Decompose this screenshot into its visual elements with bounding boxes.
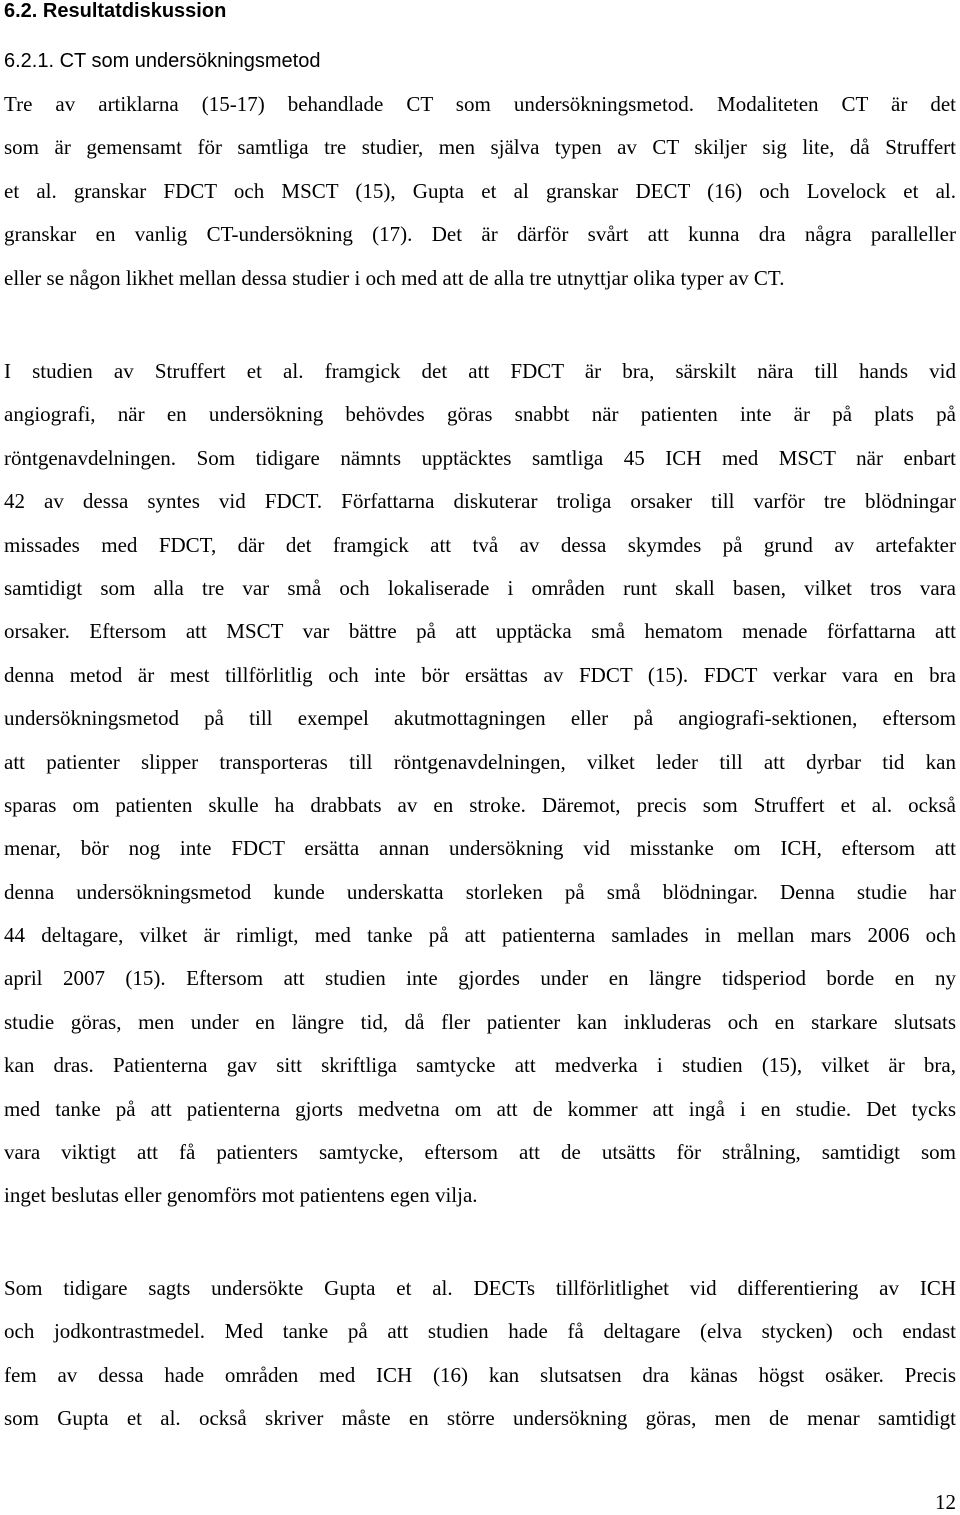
text-line: med tanke på att patienterna gjorts medvetna om att de kommer att ingå i en studie. Det tycks bbox=[4, 1096, 956, 1121]
paragraph-2 bbox=[4, 350, 956, 1218]
paragraph-3 bbox=[4, 1267, 956, 1441]
text-line: orsaker. Eftersom att MSCT var bättre på att upptäcka små hematom menade författarna att bbox=[4, 619, 956, 644]
text-line: och jodkontrastmedel. Med tanke på att studien hade få deltagare (elva stycken) och endast bbox=[4, 1319, 956, 1344]
text-line: inget beslutas eller genomförs mot patientens egen vilja. bbox=[4, 1183, 478, 1208]
text-line: eller se någon likhet mellan dessa studier i och med att de alla tre utnyttjar olika typer av CT. bbox=[4, 265, 785, 290]
text-line: 42 av dessa syntes vid FDCT. Författarna diskuterar troliga orsaker till varför tre blödningar bbox=[4, 489, 956, 514]
text-line: som är gemensamt för samtliga tre studier, men själva typen av CT skiljer sig lite, då Struffert bbox=[4, 135, 956, 160]
paragraph-1 bbox=[4, 83, 956, 300]
text-line: granskar en vanlig CT-undersökning (17). Det är därför svårt att kunna dra några paralleller bbox=[4, 222, 956, 247]
text-line: undersökningsmetod på till exempel akutmottagningen eller på angiografi-sektionen, eftersom bbox=[4, 706, 956, 731]
text-line: et al. granskar FDCT och MSCT (15), Gupta et al granskar DECT (16) och Lovelock et al. bbox=[4, 178, 956, 203]
text-line: sparas om patienten skulle ha drabbats av en stroke. Däremot, precis som Struffert et al. också bbox=[4, 792, 956, 817]
text-line: röntgenavdelningen. Som tidigare nämnts upptäcktes samtliga 45 ICH med MSCT när enbart bbox=[4, 445, 956, 470]
page-number: 12 bbox=[935, 1490, 956, 1514]
text-line: angiografi, när en undersökning behövdes göras snabbt när patienten inte är på plats på bbox=[4, 402, 956, 427]
text-line: missades med FDCT, där det framgick att två av dessa skymdes på grund av artefakter bbox=[4, 532, 956, 557]
text-line: denna undersökningsmetod kunde underskatta storleken på små blödningar. Denna studie har bbox=[4, 879, 956, 904]
text-line: kan dras. Patienterna gav sitt skriftliga samtycke att medverka i studien (15), vilket är bra, bbox=[4, 1053, 956, 1078]
text-line: som Gupta et al. också skriver måste en större undersökning göras, men de menar samtidigt bbox=[4, 1406, 956, 1431]
text-line: 44 deltagare, vilket är rimligt, med tanke på att patienterna samlades in mellan mars 2006 och bbox=[4, 923, 956, 948]
text-line: studie göras, men under en längre tid, då fler patienter kan inkluderas och en starkare slutsats bbox=[4, 1009, 956, 1034]
text-line: I studien av Struffert et al. framgick det att FDCT är bra, särskilt nära till hands vid bbox=[4, 359, 956, 383]
text-line: samtidigt som alla tre var små och lokaliserade i områden runt skall basen, vilket tros vara bbox=[4, 575, 956, 600]
text-line: menar, bör nog inte FDCT ersätta annan undersökning vid misstanke om ICH, eftersom att bbox=[4, 836, 956, 861]
text-line: denna metod är mest tillförlitlig och inte bör ersättas av FDCT (15). FDCT verkar vara en bra bbox=[4, 662, 956, 687]
text-line: vara viktigt att få patienters samtycke, eftersom att de utsätts för strålning, samtidigt som bbox=[4, 1140, 956, 1165]
text-line: fem av dessa hade områden med ICH (16) kan slutsatsen dra känas högst osäker. Precis bbox=[4, 1362, 956, 1387]
text-line: Tre av artiklarna (15-17) behandlade CT som undersökningsmetod. Modaliteten CT är det bbox=[4, 92, 956, 116]
subsection-heading: 6.2.1. CT som undersökningsmetod bbox=[4, 50, 321, 72]
text-line: Som tidigare sagts undersökte Gupta et al. DECTs tillförlitlighet vid differentiering av ICH bbox=[4, 1276, 956, 1300]
section-heading: 6.2. Resultatdiskussion bbox=[4, 0, 227, 22]
text-line: att patienter slipper transporteras till röntgenavdelningen, vilket leder till att dyrbar tid kan bbox=[4, 749, 956, 774]
text-line: april 2007 (15). Eftersom att studien inte gjordes under en längre tidsperiod borde en ny bbox=[4, 966, 956, 991]
